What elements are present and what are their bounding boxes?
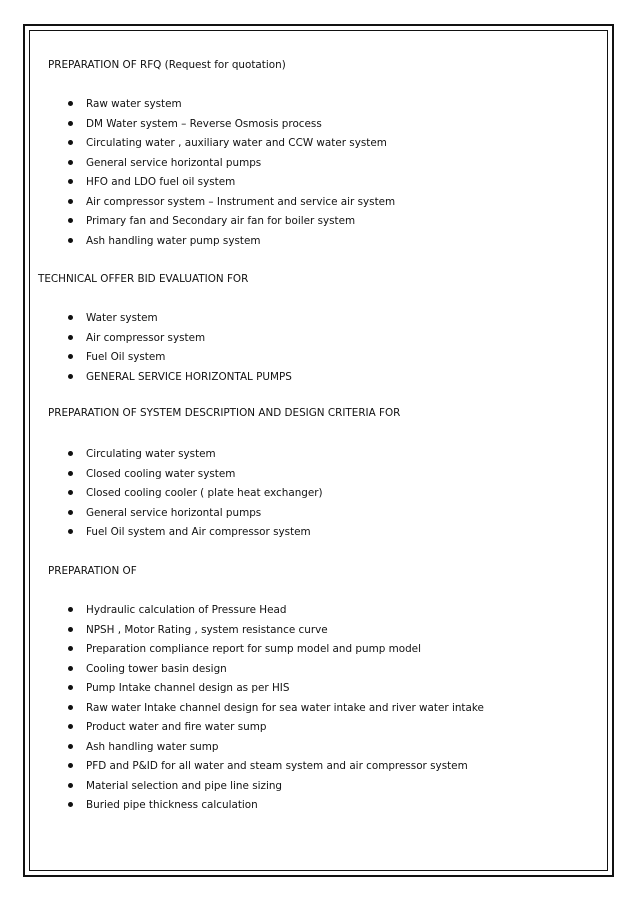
list-item: Pump Intake channel design as per HIS bbox=[48, 681, 588, 701]
section-heading: PREPARATION OF SYSTEM DESCRIPTION AND DESIGN CRITERIA FOR bbox=[48, 407, 401, 419]
bullet-icon bbox=[68, 763, 73, 768]
bullet-icon bbox=[68, 666, 73, 671]
bullet-icon bbox=[68, 315, 73, 320]
bullet-icon bbox=[68, 744, 73, 749]
bullet-icon bbox=[68, 335, 73, 340]
document-body bbox=[38, 58, 588, 811]
bullet-icon bbox=[68, 724, 73, 729]
bullet-list bbox=[48, 97, 588, 253]
bullet-icon bbox=[68, 646, 73, 651]
bullet-icon bbox=[68, 802, 73, 807]
bullet-list bbox=[48, 311, 588, 389]
list-item: Circulating water system bbox=[48, 447, 588, 467]
list-item: GENERAL SERVICE HORIZONTAL PUMPS bbox=[48, 370, 588, 390]
bullet-icon bbox=[68, 374, 73, 379]
list-item: DM Water system – Reverse Osmosis process bbox=[48, 117, 588, 137]
list-item: NPSH , Motor Rating , system resistance curve bbox=[48, 623, 588, 643]
bullet-icon bbox=[68, 101, 73, 106]
list-item: Raw water system bbox=[48, 97, 588, 117]
bullet-icon bbox=[68, 451, 73, 456]
list-item: General service horizontal pumps bbox=[48, 506, 588, 526]
list-item: Air compressor system – Instrument and service air system bbox=[48, 195, 588, 215]
section-heading: TECHNICAL OFFER BID EVALUATION FOR bbox=[38, 273, 249, 285]
bullet-icon bbox=[68, 705, 73, 710]
bullet-list bbox=[48, 603, 588, 818]
bullet-icon bbox=[68, 238, 73, 243]
list-item: Material selection and pipe line sizing bbox=[48, 779, 588, 799]
section-heading: PREPARATION OF RFQ (Request for quotation) bbox=[48, 59, 286, 71]
list-item: Primary fan and Secondary air fan for boiler system bbox=[48, 214, 588, 234]
list-item: Air compressor system bbox=[48, 331, 588, 351]
section-rfq bbox=[48, 58, 588, 253]
bullet-icon bbox=[68, 529, 73, 534]
bullet-icon bbox=[68, 471, 73, 476]
bullet-icon bbox=[68, 354, 73, 359]
list-item: Cooling tower basin design bbox=[48, 662, 588, 682]
bullet-icon bbox=[68, 199, 73, 204]
section-system-description bbox=[48, 406, 400, 420]
list-item: Preparation compliance report for sump model and pump model bbox=[48, 642, 588, 662]
list-item: Closed cooling cooler ( plate heat exchanger) bbox=[48, 486, 588, 506]
list-item: Ash handling water pump system bbox=[48, 234, 588, 254]
bullet-icon bbox=[68, 783, 73, 788]
list-item: Ash handling water sump bbox=[48, 740, 588, 760]
list-item: Circulating water , auxiliary water and CCW water system bbox=[48, 136, 588, 156]
bullet-icon bbox=[68, 121, 73, 126]
list-item: Buried pipe thickness calculation bbox=[48, 798, 588, 818]
section-heading: PREPARATION OF bbox=[48, 565, 137, 577]
bullet-icon bbox=[68, 140, 73, 145]
bullet-icon bbox=[68, 160, 73, 165]
bullet-list bbox=[48, 447, 588, 545]
list-item: Closed cooling water system bbox=[48, 467, 588, 487]
list-item: General service horizontal pumps bbox=[48, 156, 588, 176]
bullet-icon bbox=[68, 490, 73, 495]
list-item: HFO and LDO fuel oil system bbox=[48, 175, 588, 195]
list-item: PFD and P&ID for all water and steam system and air compressor system bbox=[48, 759, 588, 779]
bullet-icon bbox=[68, 179, 73, 184]
list-item: Raw water Intake channel design for sea water intake and river water intake bbox=[48, 701, 588, 721]
bullet-icon bbox=[68, 627, 73, 632]
bullet-icon bbox=[68, 607, 73, 612]
list-item: Fuel Oil system and Air compressor system bbox=[48, 525, 588, 545]
list-item: Fuel Oil system bbox=[48, 350, 588, 370]
section-preparation-of bbox=[48, 564, 137, 578]
bullet-icon bbox=[68, 510, 73, 515]
list-item: Water system bbox=[48, 311, 588, 331]
list-item: Product water and fire water sump bbox=[48, 720, 588, 740]
bullet-icon bbox=[68, 685, 73, 690]
list-item: Hydraulic calculation of Pressure Head bbox=[48, 603, 588, 623]
bullet-icon bbox=[68, 218, 73, 223]
section-technical-offer bbox=[38, 272, 248, 286]
